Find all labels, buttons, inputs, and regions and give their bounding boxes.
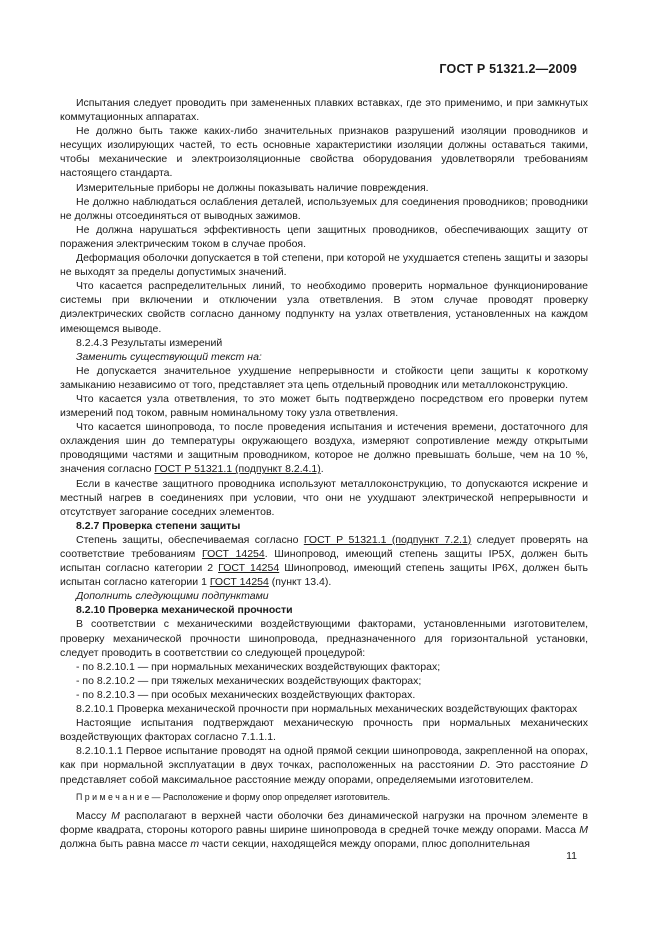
standard-reference-link[interactable]: ГОСТ 14254 (201, 548, 265, 560)
text-run: Что касается шинопровода, то после проведения испытания и истечения времени, достаточного для охлаждения шин до температуры окружающего воздуха, измеряют сопротивление между открытыми проводящими частями и защитным проводником, которое не должно превышать больше, чем на 10 %, значения согласно (60, 421, 588, 476)
section-heading: 8.2.4.3 Результаты измерений (76, 336, 223, 349)
standard-reference-link[interactable]: ГОСТ Р 51321.1 (подпункт 8.2.4.1) (154, 463, 321, 476)
text-run: Степень защиты, обеспечиваемая согласно (76, 533, 304, 546)
paragraph: Что касается узла ответвления, то это может быть подтверждено посредством его проверки путем измерений под током, равным номинальному току узла ответвления. (60, 392, 588, 420)
paragraph (60, 809, 588, 851)
paragraph: Настоящие испытания подтверждают механическую прочность при нормальных механических воздействующих факторах согласно 7.1.1.1. (60, 717, 588, 744)
paragraph: В соответствии с механическими воздействующими факторами, установленными изготовителем, проверку механической прочности шинопровода, предназначенного для горизонтальной установки, следует проводить в соответствии со следующей процедурой: (60, 618, 588, 659)
paragraph: Не должна нарушаться эффективность цепи защитных проводников, обеспечивающих защиту от поражения электрическим током в случае пробоя. (60, 223, 588, 250)
section-heading: 8.2.7 Проверка степени защиты (76, 519, 241, 532)
list-item: - по 8.2.10.2 — при тяжелых механических воздействующих факторах; (76, 674, 422, 687)
paragraph (60, 420, 588, 476)
variable-symbol: D (479, 759, 488, 772)
paragraph: Что касается распределительных линий, то необходимо проверить нормальное функционирование системы при включении и отключении узла ответвления. В этом случае проводят проверку диэлектрических свойств согласно данному подпункту на узлах ответвления, установленных на каждом имеющемся выводе. (60, 280, 588, 335)
list-item: - по 8.2.10.1 — при нормальных механических воздействующих факторах; (76, 660, 441, 673)
body-text (60, 96, 588, 851)
text-run: . Это расстояние (487, 759, 581, 772)
paragraph: Не допускается значительное ухудшение непрерывности и стойкости цепи защиты к короткому замыканию независимо от того, представляет эта цепь отдельный проводник или металлоконструкцию. (60, 364, 588, 391)
text-run: . (320, 463, 324, 476)
variable-symbol: D (580, 759, 588, 772)
text-run: располагают в верхней части оболочки без динамической нагрузки на прочном элементе в форме квадрата, стороны которого равны ширине шинопровода в средней точке между опорами. Массa (60, 809, 588, 836)
variable-symbol: m (190, 837, 200, 850)
text-run: должна быть равна массе (60, 837, 191, 850)
text-run: части секции, находящейся между опорами, плюс дополнительная (199, 837, 530, 850)
variable-symbol: М (111, 809, 120, 822)
standard-reference-link[interactable]: ГОСТ 14254 (218, 562, 280, 575)
paragraph: Если в качестве защитного проводника используют металлоконструкцию, то допускаются искрение и местный нагрев в соединениях при условии, что они не ухудшают электрической непрерывности и отсутствует загорание соседних элементов. (60, 477, 588, 518)
paragraph: Не должно быть также каких-либо значительных признаков разрушений изоляции проводников и несущих изолирующих частей, то есть основные характеристики изоляции должны оставаться такими, чтобы механические и электроизоляционные свойства оборудования удовлетворяли требованиям настоящего стандарта. (60, 125, 588, 180)
instruction-text: Дополнить следующими подпунктами (76, 590, 269, 603)
text-run: Массу (76, 809, 112, 822)
text-run: Шинопровод, имеющий степень защиты IP6X, должен быть испытан согласно категории 1 (60, 562, 589, 589)
paragraph (60, 533, 588, 589)
paragraph: Испытания следует проводить при замененных плавких вставках, где это применимо, и при замкнутых коммутационных аппаратах. (60, 97, 588, 124)
note-text: — Расположение и форму опор определяет изготовитель. (149, 791, 391, 802)
section-heading: 8.2.10 Проверка механической прочности (76, 604, 293, 617)
note-label: П р и м е ч а н и е (76, 791, 150, 802)
variable-symbol: М (579, 823, 588, 836)
text-run: представляет собой максимальное расстояние между опорами, определяемыми изготовителем. (60, 773, 534, 786)
standard-reference-link[interactable]: ГОСТ Р 51321.1 (подпункт 7.2.1) (303, 533, 472, 546)
instruction-text: Заменить существующий текст на: (76, 350, 262, 363)
standard-reference-link[interactable]: ГОСТ 14254 (209, 576, 269, 589)
document-header: ГОСТ Р 51321.2—2009 (439, 62, 577, 76)
paragraph: Деформация оболочки допускается в той степени, при которой не ухудшается степень защиты и зазоры не выходят за пределы допустимых значений. (60, 252, 588, 279)
text-run: следует проверять на соответствие требованиям (60, 533, 589, 560)
text-run: (пункт 13.4). (268, 576, 332, 589)
page-number: 11 (566, 850, 577, 862)
text-run: . Шинопровод, имеющий степень защиты IP5X, должен быть испытан согласно категории 2 (60, 548, 589, 575)
paragraph: Измерительные приборы не должны показывать наличие повреждения. (76, 181, 429, 194)
section-heading: 8.2.10.1 Проверка механической прочности при нормальных механических воздействующих факторах (76, 703, 578, 716)
list-item: - по 8.2.10.3 — при особых механических воздействующих факторах. (76, 688, 416, 701)
text-run: 8.2.10.1.1 Первое испытание проводят на одной прямой секции шинопровода, закрепленной на опорах, как при нормальной эксплуатации в двух точках, расположенных на расстоянии (60, 745, 588, 772)
paragraph: Не должно наблюдаться ослабления деталей, используемых для соединения проводников; проводники не должны отсоединяться от выводных зажимов. (60, 195, 588, 222)
paragraph (60, 744, 588, 786)
note (60, 790, 588, 804)
